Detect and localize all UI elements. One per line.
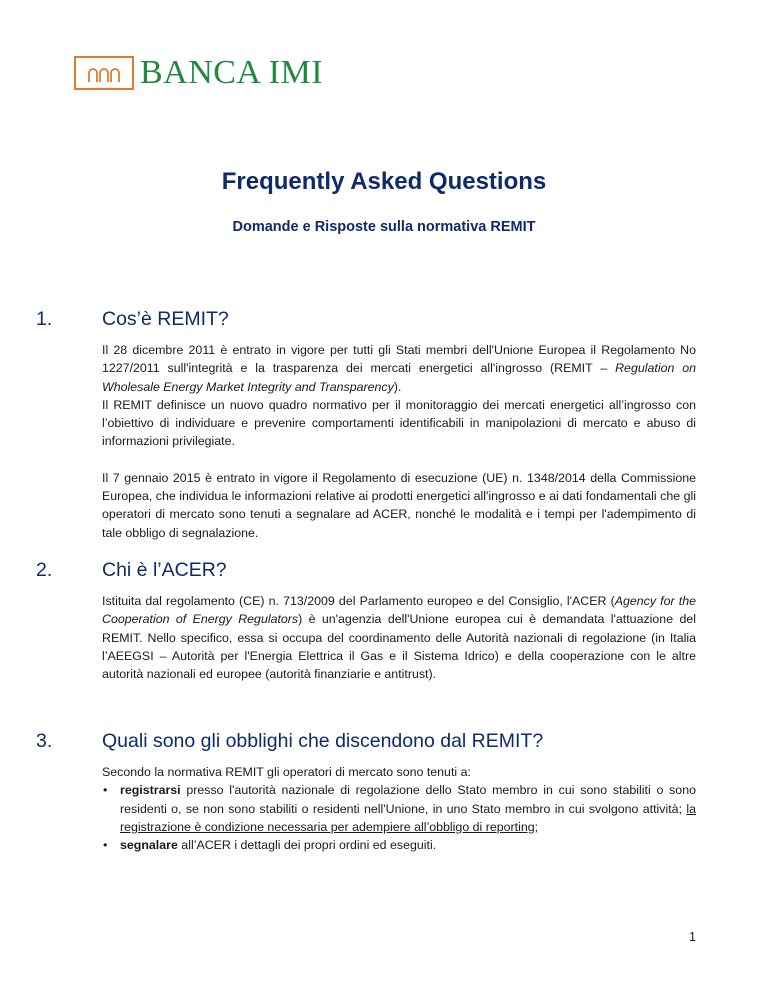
faq-section-3 [36,729,696,854]
faq-section-1 [36,307,696,542]
logo-text: BANCA IMI [140,54,324,91]
page-subtitle: Domande e Risposte sulla normativa REMIT [232,219,536,235]
bullet-icon: • [103,838,108,853]
section-number: 2. [36,559,53,581]
section-number: 3. [36,730,53,752]
section-heading: Quali sono gli obblighi che discendono dal REMIT? [102,730,544,752]
faq-section-2 [36,558,696,683]
section-number: 1. [36,308,53,330]
paragraph: Il 7 gennaio 2015 è entrato in vigore il Regolamento di esecuzione (UE) n. 1348/2014 della Commissione Europea, che individua le informazioni relative ai prodotti energetici all'ingrosso e ai dati fondamentali che gli operatori di mercato sono tenuti a segnalare ad ACER, nonché le modalità e i tempi per l'adempimento di tale obbligo di segnalazione. [102,470,696,540]
page-title: Frequently Asked Questions [221,168,547,195]
arches-icon [74,56,134,90]
bank-logo [74,54,323,92]
list-item: • segnalare all’ACER i dettagli dei propri ordini ed eseguiti. [102,836,696,854]
section-heading: Cos’è REMIT? [102,308,229,330]
obligations-list [102,781,696,854]
page-number: 1 [689,930,696,944]
paragraph: Il REMIT definisce un nuovo quadro normativo per il monitoraggio dei mercati energetici all’ingrosso con l’obiettivo di individuare e prevenire comportamenti identificabili in manipolazioni di mercato e abuso di informazioni privilegiate. [102,397,696,449]
section-heading: Chi è l’ACER? [102,559,227,581]
paragraph: Istituita dal regolamento (CE) n. 713/2009 del Parlamento europeo e del Consiglio, l'ACER (Agency for the Cooperation of Energy Regulators) è un'agenzia dell'Unione europea cui è demandata l'attuazione del REMIT. Nello specifico, essa si occupa del coordinamento delle Autorità nazionali di regolazione (in Italia l’AEEGSI – Autorità per l'Energia Elettrica il Gas e il Sistema Idrico) e della cooperazione con le altre autorità nazionali ed europee (autorità finanziarie e antitrust). [102,594,696,682]
paragraph: Secondo la normativa REMIT gli operatori di mercato sono tenuti a: [102,765,471,779]
paragraph: Il 28 dicembre 2011 è entrato in vigore per tutti gli Stati membri dell'Unione Europea il Regolamento No 1227/2011 sull'integrità e la trasparenza dei mercati energetici all'ingrosso (REMIT – Regulation on Wholesale Energy Market Integrity and Transparency). [102,343,697,394]
bullet-icon: • [103,783,108,798]
list-item: • registrarsi presso l'autorità nazionale di regolazione dello Stato membro in cui sono stabiliti o sono residenti o, se non sono stabiliti o residenti nell'Unione, in uno Stato membro in cui svolgono attività; la registrazione è condizione necessaria per adempiere all’obbligo di reporting; [103,783,696,834]
